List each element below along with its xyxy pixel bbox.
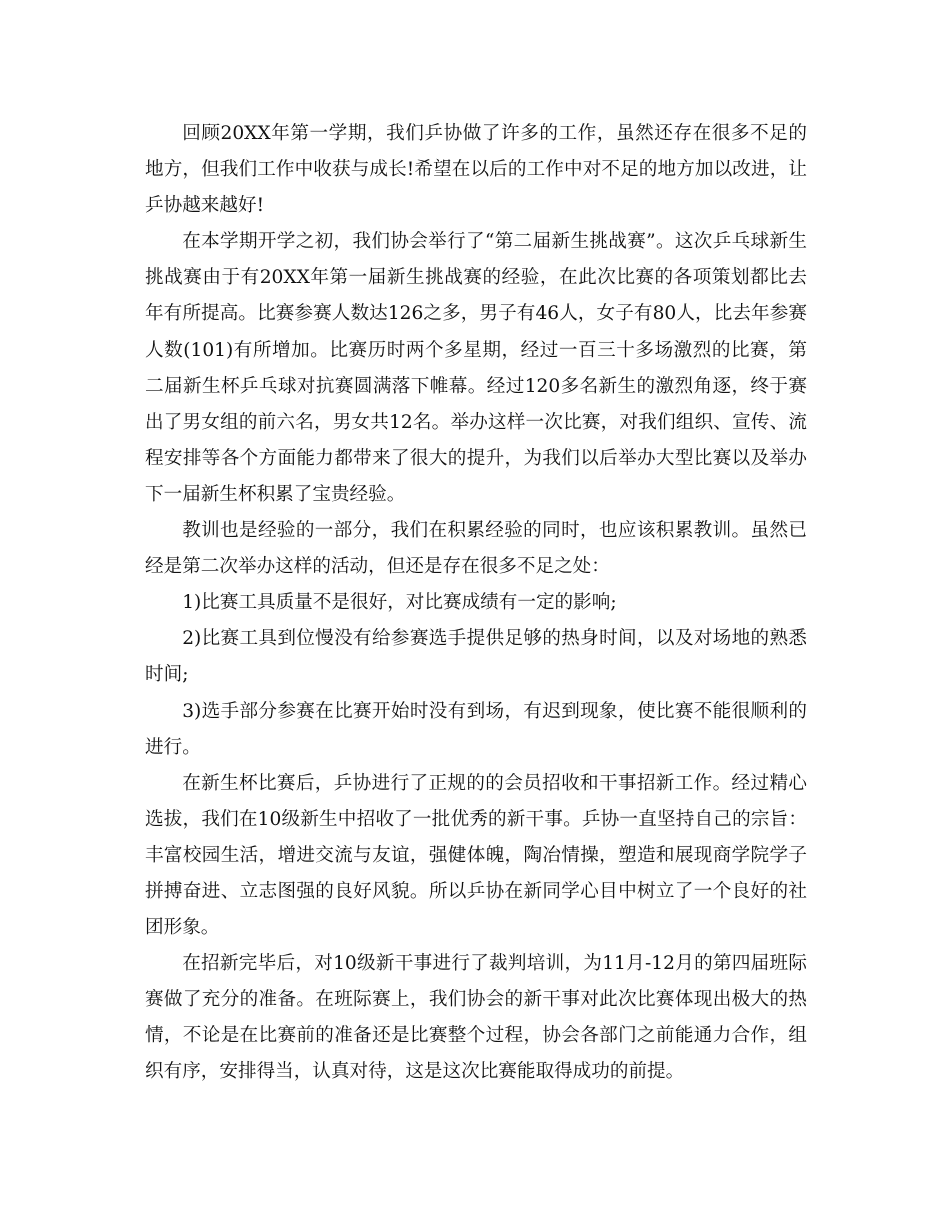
lesson-item-2: 2)比赛工具到位慢没有给参赛选手提供足够的热身时间，以及对场地的熟悉时间; bbox=[145, 628, 807, 686]
paragraph-referee-training: 在招新完毕后，对10级新干事进行了裁判培训，为11月-12月的第四届班际赛做了充分的准备。在班际赛上，我们协会的新干事对此次比赛体现出极大的热情，不论是在比赛前的准备还是比赛整个过程，协会各部门之前能通力合作，组织有序，安排得当，认真对待，这是这次比赛能取得成功的前提。 bbox=[145, 953, 807, 1083]
paragraph-lessons: 教训也是经验的一部分，我们在积累经验的同时，也应该积累教训。虽然已经是第二次举办这样的活动，但还是存在很多不足之处： bbox=[145, 520, 807, 578]
paragraph-recruitment: 在新生杯比赛后，乒协进行了正规的的会员招收和干事招新工作。经过精心选拔，我们在10级新生中招收了一批优秀的新干事。乒协一直坚持自己的宗旨：丰富校园生活，增进交流与友谊，强健体魄，陶冶情操，塑造和展现商学院学子拼搏奋进、立志图强的良好风貌。所以乒协在新同学心目中树立了一个良好的社团形象。 bbox=[145, 772, 807, 939]
lesson-item-3: 3)选手部分参赛在比赛开始时没有到场，有迟到现象，使比赛不能很顺利的进行。 bbox=[145, 700, 807, 758]
document-body bbox=[145, 116, 807, 1091]
paragraph-challenge-match: 在本学期开学之初，我们协会举行了“第二届新生挑战赛”。这次乒乓球新生挑战赛由于有20XX年第一届新生挑战赛的经验，在此次比赛的各项策划都比去年有所提高。比赛参赛人数达126之多，男子有46人，女子有80人，比去年参赛人数(101)有所增加。比赛历时两个多星期，经过一百三十多场激烈的比赛，第二届新生杯乒乓球对抗赛圆满落下帷幕。经过120多名新生的激烈角逐，终于赛出了男女组的前六名，男女共12名。举办这样一次比赛，对我们组织、宣传、流程安排等各个方面能力都带来了很大的提升，为我们以后举办大型比赛以及举办下一届新生杯积累了宝贵经验。 bbox=[145, 231, 807, 505]
lesson-item-1: 1)比赛工具质量不是很好，对比赛成绩有一定的影响; bbox=[182, 592, 617, 614]
paragraph-review: 回顾20XX年第一学期，我们乒协做了许多的工作，虽然还存在很多不足的地方，但我们工作中收获与成长!希望在以后的工作中对不足的地方加以改进，让乒协越来越好! bbox=[145, 123, 807, 217]
